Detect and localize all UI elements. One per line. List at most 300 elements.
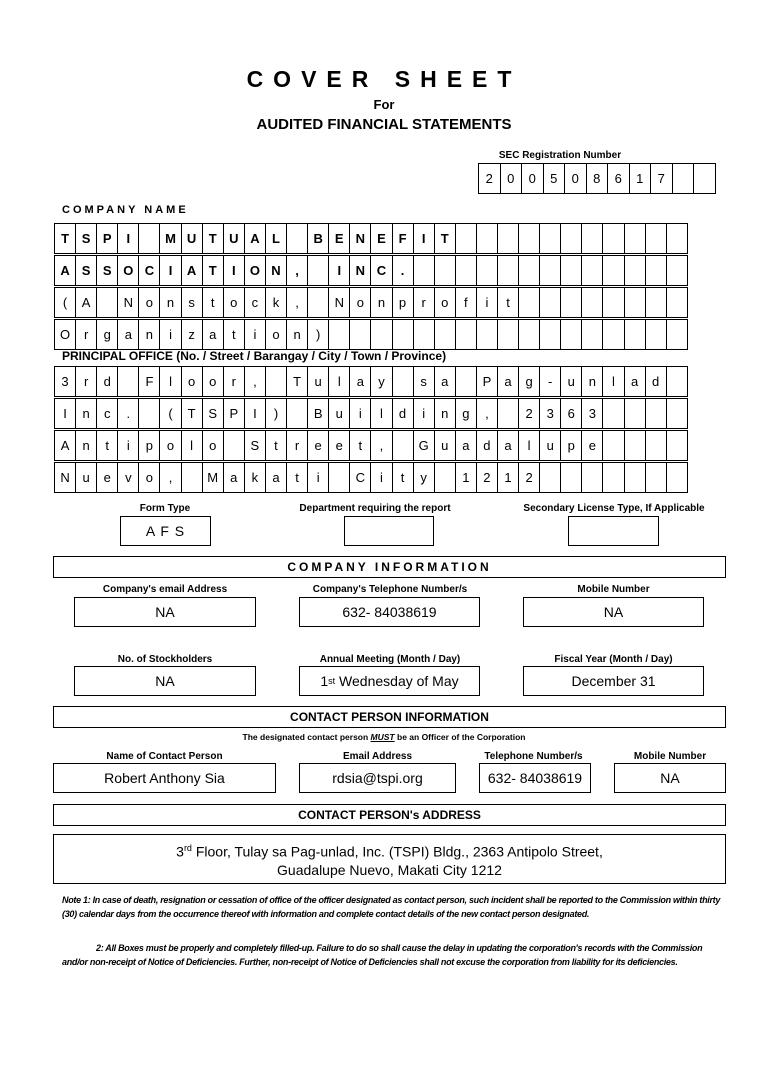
sec-digit-cell[interactable]: 0 (564, 163, 587, 194)
company-name-char-cell[interactable]: I (159, 255, 181, 286)
address-floor-sup: rd (183, 843, 192, 854)
principal-office-char-cell[interactable]: 2 (476, 462, 498, 493)
sec-digit-cell[interactable]: 6 (607, 163, 630, 194)
company-name-char-cell[interactable] (434, 255, 456, 286)
company-name-char-cell[interactable]: o (223, 287, 245, 318)
company-name-char-cell[interactable]: i (244, 319, 266, 350)
principal-office-char-cell[interactable]: u (75, 462, 97, 493)
principal-office-char-cell[interactable]: 6 (560, 398, 582, 429)
principal-office-char-cell[interactable]: a (497, 430, 519, 461)
principal-office-char-cell[interactable]: t (265, 430, 287, 461)
contact-name-value[interactable]: Robert Anthony Sia (53, 763, 276, 793)
principal-office-char-cell[interactable]: n (75, 398, 97, 429)
principal-office-char-cell[interactable]: 1 (497, 462, 519, 493)
secondary-license-value[interactable] (568, 516, 659, 546)
company-name-char-cell[interactable]: o (349, 287, 371, 318)
company-name-char-cell[interactable] (349, 319, 371, 350)
company-name-char-cell[interactable] (476, 255, 498, 286)
company-name-char-cell[interactable]: P (96, 223, 118, 254)
company-name-char-cell[interactable]: i (476, 287, 498, 318)
contact-email-label: Email Address (342, 751, 413, 762)
company-name-char-cell[interactable] (307, 255, 329, 286)
principal-office-char-cell[interactable]: o (159, 430, 181, 461)
company-name-char-cell[interactable] (497, 255, 519, 286)
sec-digit-cell[interactable]: 0 (500, 163, 523, 194)
principal-office-char-cell[interactable]: ( (159, 398, 181, 429)
sec-digit-cell[interactable]: 0 (521, 163, 544, 194)
company-name-char-cell[interactable] (560, 319, 582, 350)
principal-office-char-cell[interactable]: l (370, 398, 392, 429)
principal-office-char-cell[interactable] (624, 398, 646, 429)
principal-office-char-cell[interactable]: a (349, 366, 371, 397)
company-name-char-cell[interactable]: A (54, 255, 76, 286)
principal-office-char-cell[interactable]: e (328, 430, 350, 461)
principal-office-char-cell[interactable]: 1 (455, 462, 477, 493)
principal-office-char-cell[interactable]: . (117, 398, 139, 429)
company-name-char-cell[interactable]: , (286, 287, 308, 318)
principal-office-char-cell[interactable]: , (159, 462, 181, 493)
company-name-char-cell[interactable] (96, 287, 118, 318)
company-name-char-cell[interactable] (581, 287, 603, 318)
note-1: Note 1: In case of death, resignation or cessation of office of the officer designated as contact person, such incident shall be reported to the Commission within thirty (30) calendar days from the occurrence thereof with information and complete contact details of the new contact person designated. (62, 895, 721, 919)
principal-office-char-cell[interactable]: t (392, 462, 414, 493)
company-info-header: COMPANY INFORMATION (53, 556, 726, 578)
principal-office-char-cell[interactable]: d (392, 398, 414, 429)
principal-office-char-cell[interactable]: a (265, 462, 287, 493)
principal-office-char-cell[interactable]: 2 (518, 398, 540, 429)
company-name-char-cell[interactable] (560, 223, 582, 254)
page-subtitle: AUDITED FINANCIAL STATEMENTS (256, 116, 512, 133)
company-name-char-cell[interactable]: T (54, 223, 76, 254)
company-name-char-cell[interactable] (581, 223, 603, 254)
company-name-char-cell[interactable] (497, 319, 519, 350)
principal-office-char-cell[interactable] (138, 398, 160, 429)
company-name-char-cell[interactable]: o (265, 319, 287, 350)
principal-office-char-cell[interactable]: F (138, 366, 160, 397)
company-name-char-cell[interactable]: n (159, 287, 181, 318)
principal-office-char-cell[interactable] (581, 462, 603, 493)
company-name-char-cell[interactable] (539, 255, 561, 286)
contact-address-box[interactable] (53, 834, 726, 884)
principal-office-char-cell[interactable]: S (244, 430, 266, 461)
principal-office-char-cell[interactable]: s (413, 366, 435, 397)
principal-office-char-cell[interactable] (497, 398, 519, 429)
company-name-char-cell[interactable] (624, 255, 646, 286)
principal-office-char-cell[interactable]: , (476, 398, 498, 429)
contact-mobile-label: Mobile Number (633, 751, 707, 762)
fiscal-year-value[interactable]: December 31 (523, 666, 704, 696)
principal-office-char-cell[interactable] (666, 462, 688, 493)
company-name-char-cell[interactable] (645, 287, 667, 318)
company-name-char-cell[interactable] (518, 255, 540, 286)
principal-office-char-cell[interactable]: l (518, 430, 540, 461)
company-name-char-cell[interactable]: T (202, 223, 224, 254)
principal-office-char-cell[interactable]: ) (265, 398, 287, 429)
contact-name-label: Name of Contact Person (106, 751, 223, 762)
principal-office-char-cell[interactable] (602, 462, 624, 493)
company-name-char-cell[interactable] (602, 223, 624, 254)
company-name-char-cell[interactable]: ) (307, 319, 329, 350)
company-name-char-cell[interactable]: A (244, 223, 266, 254)
company-name-char-cell[interactable] (370, 319, 392, 350)
company-name-char-cell[interactable]: I (117, 223, 139, 254)
principal-office-char-cell[interactable] (117, 366, 139, 397)
designated-pre: The designated contact person (242, 732, 371, 742)
contact-address-line1 (54, 839, 725, 861)
principal-office-char-cell[interactable]: d (645, 366, 667, 397)
company-name-char-cell[interactable]: U (181, 223, 203, 254)
principal-office-char-cell[interactable]: 3 (539, 398, 561, 429)
principal-office-char-cell[interactable]: A (54, 430, 76, 461)
principal-office-char-cell[interactable]: p (138, 430, 160, 461)
principal-office-char-cell[interactable] (265, 366, 287, 397)
principal-office-char-cell[interactable]: l (328, 366, 350, 397)
principal-office-row (54, 430, 688, 461)
company-name-char-cell[interactable] (518, 223, 540, 254)
principal-office-char-cell[interactable]: e (581, 430, 603, 461)
company-name-char-cell[interactable]: M (159, 223, 181, 254)
principal-office-char-cell[interactable]: c (96, 398, 118, 429)
principal-office-char-cell[interactable] (392, 366, 414, 397)
sec-digit-cell[interactable]: 5 (543, 163, 566, 194)
company-name-char-cell[interactable] (307, 287, 329, 318)
company-name-row (54, 319, 688, 350)
principal-office-char-cell[interactable]: i (307, 462, 329, 493)
principal-office-char-cell[interactable] (666, 430, 688, 461)
principal-office-char-cell[interactable]: o (181, 366, 203, 397)
company-name-char-cell[interactable]: . (392, 255, 414, 286)
company-name-char-cell[interactable]: s (181, 287, 203, 318)
contact-mobile-value[interactable]: NA (614, 763, 726, 793)
principal-office-char-cell[interactable]: n (434, 398, 456, 429)
company-name-char-cell[interactable] (581, 319, 603, 350)
company-name-char-cell[interactable]: O (117, 255, 139, 286)
principal-office-char-cell[interactable] (666, 366, 688, 397)
company-name-char-cell[interactable]: I (413, 223, 435, 254)
sec-digit-cell[interactable]: 7 (650, 163, 673, 194)
company-name-char-cell[interactable]: k (265, 287, 287, 318)
company-name-char-cell[interactable]: C (370, 255, 392, 286)
principal-office-char-cell[interactable]: t (286, 462, 308, 493)
company-name-char-cell[interactable]: I (223, 255, 245, 286)
company-name-char-cell[interactable] (138, 223, 160, 254)
principal-office-char-cell[interactable] (286, 398, 308, 429)
principal-office-char-cell[interactable]: , (244, 366, 266, 397)
principal-office-char-cell[interactable]: v (117, 462, 139, 493)
company-name-char-cell[interactable] (624, 287, 646, 318)
principal-office-char-cell[interactable] (539, 462, 561, 493)
company-name-char-cell[interactable]: O (244, 255, 266, 286)
principal-office-char-cell[interactable]: P (223, 398, 245, 429)
contact-address-header: CONTACT PERSON's ADDRESS (53, 804, 726, 826)
form-type-label: Form Type (139, 503, 191, 514)
principal-office-char-cell[interactable] (666, 398, 688, 429)
company-name-char-cell[interactable] (666, 287, 688, 318)
company-name-char-cell[interactable]: S (75, 255, 97, 286)
company-phone-label: Company's Telephone Number/s (312, 584, 468, 595)
principal-office-char-cell[interactable]: - (539, 366, 561, 397)
company-name-char-cell[interactable]: f (455, 287, 477, 318)
principal-office-char-cell[interactable]: t (96, 430, 118, 461)
company-name-char-cell[interactable]: A (75, 287, 97, 318)
company-name-char-cell[interactable]: t (202, 287, 224, 318)
principal-office-char-cell[interactable]: l (181, 430, 203, 461)
principal-office-char-cell[interactable]: o (202, 366, 224, 397)
principal-office-char-cell[interactable]: B (307, 398, 329, 429)
company-name-char-cell[interactable] (624, 223, 646, 254)
principal-office-char-cell[interactable] (645, 398, 667, 429)
company-name-char-cell[interactable]: S (96, 255, 118, 286)
principal-office-char-cell[interactable]: d (476, 430, 498, 461)
company-name-char-cell[interactable]: T (202, 255, 224, 286)
principal-office-char-cell[interactable]: T (181, 398, 203, 429)
sec-digit-cell[interactable]: 8 (586, 163, 609, 194)
principal-office-char-cell[interactable]: n (75, 430, 97, 461)
principal-office-char-cell[interactable]: M (202, 462, 224, 493)
company-name-char-cell[interactable]: n (286, 319, 308, 350)
principal-office-char-cell[interactable]: T (286, 366, 308, 397)
company-name-char-cell[interactable] (434, 319, 456, 350)
company-name-char-cell[interactable]: C (138, 255, 160, 286)
contact-info-header: CONTACT PERSON INFORMATION (53, 706, 726, 728)
company-name-char-cell[interactable]: p (392, 287, 414, 318)
designated-must: MUST (370, 732, 395, 742)
designated-post: be an Officer of the Corporation (394, 732, 526, 742)
principal-office-char-cell[interactable]: g (455, 398, 477, 429)
company-name-char-cell[interactable]: N (349, 223, 371, 254)
principal-office-char-cell[interactable]: l (159, 366, 181, 397)
principal-office-char-cell[interactable]: I (54, 398, 76, 429)
principal-office-char-cell[interactable]: a (624, 366, 646, 397)
company-name-char-cell[interactable]: ( (54, 287, 76, 318)
principal-office-char-cell[interactable]: 3 (581, 398, 603, 429)
company-name-char-cell[interactable]: E (328, 223, 350, 254)
address-floor-number: 3 (176, 843, 184, 860)
company-name-char-cell[interactable] (286, 223, 308, 254)
principal-office-char-cell[interactable]: 3 (54, 366, 76, 397)
principal-office-char-cell[interactable]: N (54, 462, 76, 493)
company-name-char-cell[interactable]: A (181, 255, 203, 286)
company-name-char-cell[interactable] (539, 319, 561, 350)
company-mobile-value[interactable]: NA (523, 597, 704, 627)
contact-phone-label: Telephone Number/s (484, 751, 583, 762)
company-name-char-cell[interactable]: B (307, 223, 329, 254)
company-name-char-cell[interactable] (455, 319, 477, 350)
department-value[interactable] (344, 516, 434, 546)
principal-office-char-cell[interactable]: u (434, 430, 456, 461)
contact-phone-value[interactable]: 632- 84038619 (479, 763, 591, 793)
company-name-char-cell[interactable] (560, 287, 582, 318)
company-name-char-cell[interactable] (602, 287, 624, 318)
company-name-char-cell[interactable]: r (75, 319, 97, 350)
company-name-char-cell[interactable]: S (75, 223, 97, 254)
company-name-char-cell[interactable] (328, 319, 350, 350)
company-name-char-cell[interactable]: N (117, 287, 139, 318)
principal-office-char-cell[interactable] (223, 430, 245, 461)
company-name-char-cell[interactable]: a (117, 319, 139, 350)
company-name-char-cell[interactable]: , (286, 255, 308, 286)
company-name-char-cell[interactable]: a (202, 319, 224, 350)
principal-office-char-cell[interactable]: y (413, 462, 435, 493)
sec-registration-label: SEC Registration Number (498, 150, 622, 161)
company-name-char-cell[interactable]: N (349, 255, 371, 286)
principal-office-char-cell[interactable]: u (307, 366, 329, 397)
company-name-char-cell[interactable]: I (328, 255, 350, 286)
principal-office-char-cell[interactable]: a (455, 430, 477, 461)
principal-office-char-cell[interactable]: a (497, 366, 519, 397)
principal-office-char-cell[interactable]: y (370, 366, 392, 397)
principal-office-char-cell[interactable]: o (138, 462, 160, 493)
contact-address-line2: Guadalupe Nuevo, Makati City 1212 (277, 861, 502, 878)
company-name-char-cell[interactable]: L (265, 223, 287, 254)
company-name-char-cell[interactable]: O (54, 319, 76, 350)
company-name-char-cell[interactable] (602, 255, 624, 286)
principal-office-char-cell[interactable] (455, 366, 477, 397)
principal-office-char-cell[interactable]: t (349, 430, 371, 461)
company-name-char-cell[interactable]: i (159, 319, 181, 350)
company-name-char-cell[interactable]: N (265, 255, 287, 286)
principal-office-char-cell[interactable]: , (370, 430, 392, 461)
principal-office-char-cell[interactable] (624, 430, 646, 461)
company-email-value[interactable]: NA (74, 597, 256, 627)
company-name-char-cell[interactable] (413, 319, 435, 350)
company-phone-value[interactable]: 632- 84038619 (299, 597, 480, 627)
principal-office-char-cell[interactable] (181, 462, 203, 493)
annual-meeting-rest: Wednesday of May (335, 673, 459, 689)
sec-digit-cell[interactable] (672, 163, 695, 194)
note-2: 2: All Boxes must be properly and completely filled-up. Failure to do so shall cause the delay in updating the corporation's records with the Commission and/or non-receipt of Notice of Deficiencies. Further, non-receipt of Notice of Deficiencies shall not excuse the corporation from liability for its deficiencies. (62, 943, 703, 967)
principal-office-char-cell[interactable]: e (307, 430, 329, 461)
principal-office-char-cell[interactable]: k (244, 462, 266, 493)
company-email-label: Company's email Address (102, 584, 228, 595)
company-name-char-cell[interactable]: E (370, 223, 392, 254)
annual-meeting-sup: st (328, 676, 336, 686)
principal-office-char-cell[interactable]: a (434, 366, 456, 397)
company-name-char-cell[interactable]: o (138, 287, 160, 318)
principal-office-char-cell[interactable]: p (560, 430, 582, 461)
company-name-char-cell[interactable] (539, 223, 561, 254)
principal-office-char-cell[interactable] (602, 430, 624, 461)
company-name-char-cell[interactable] (455, 255, 477, 286)
principal-office-char-cell[interactable]: i (349, 398, 371, 429)
principal-office-char-cell[interactable]: r (75, 366, 97, 397)
company-name-char-cell[interactable]: t (223, 319, 245, 350)
principal-office-char-cell[interactable]: P (476, 366, 498, 397)
principal-office-char-cell[interactable]: u (560, 366, 582, 397)
company-name-char-cell[interactable]: F (392, 223, 414, 254)
principal-office-char-cell[interactable]: r (286, 430, 308, 461)
company-name-char-cell[interactable]: o (434, 287, 456, 318)
page-for: For (373, 97, 395, 112)
principal-office-char-cell[interactable]: l (602, 366, 624, 397)
principal-office-char-cell[interactable]: g (518, 366, 540, 397)
company-name-char-cell[interactable] (581, 255, 603, 286)
principal-office-char-cell[interactable] (434, 462, 456, 493)
company-name-char-cell[interactable]: N (328, 287, 350, 318)
principal-office-char-cell[interactable] (328, 462, 350, 493)
company-name-char-cell[interactable] (666, 319, 688, 350)
secondary-license-label: Secondary License Type, If Applicable (523, 503, 705, 514)
sec-digit-cell[interactable]: 2 (478, 163, 501, 194)
sec-digit-cell[interactable]: 1 (629, 163, 652, 194)
principal-office-char-cell[interactable] (645, 462, 667, 493)
principal-office-char-cell[interactable]: 2 (518, 462, 540, 493)
company-name-char-cell[interactable]: n (370, 287, 392, 318)
principal-office-char-cell[interactable]: d (96, 366, 118, 397)
principal-office-char-cell[interactable]: S (202, 398, 224, 429)
company-name-char-cell[interactable] (476, 319, 498, 350)
company-name-char-cell[interactable] (497, 223, 519, 254)
principal-office-char-cell[interactable]: u (328, 398, 350, 429)
company-name-char-cell[interactable] (602, 319, 624, 350)
company-name-char-cell[interactable]: T (434, 223, 456, 254)
company-name-char-cell[interactable]: n (138, 319, 160, 350)
company-name-char-cell[interactable] (518, 319, 540, 350)
sec-digit-cell[interactable] (693, 163, 716, 194)
principal-office-char-cell[interactable]: i (413, 398, 435, 429)
company-name-char-cell[interactable] (518, 287, 540, 318)
principal-office-char-cell[interactable] (624, 462, 646, 493)
stockholders-value[interactable]: NA (74, 666, 256, 696)
company-name-char-cell[interactable] (645, 223, 667, 254)
principal-office-char-cell[interactable]: I (244, 398, 266, 429)
principal-office-char-cell[interactable] (560, 462, 582, 493)
principal-office-char-cell[interactable] (602, 398, 624, 429)
company-name-char-cell[interactable]: z (181, 319, 203, 350)
department-label: Department requiring the report (299, 503, 451, 514)
principal-office-char-cell[interactable]: a (223, 462, 245, 493)
principal-office-char-cell[interactable]: n (581, 366, 603, 397)
company-name-char-cell[interactable] (645, 319, 667, 350)
page-title: COVER SHEET (246, 66, 522, 92)
company-name-char-cell[interactable]: U (223, 223, 245, 254)
company-name-char-cell[interactable] (455, 223, 477, 254)
company-name-char-cell[interactable] (476, 223, 498, 254)
company-name-char-cell[interactable] (666, 255, 688, 286)
principal-office-char-cell[interactable]: G (413, 430, 435, 461)
annual-meeting-ordinal: 1 (320, 673, 329, 689)
form-type-value[interactable]: A F S (120, 516, 211, 546)
principal-office-char-cell[interactable]: C (349, 462, 371, 493)
principal-office-row (54, 462, 688, 493)
sec-registration-grid (478, 163, 716, 194)
principal-office-char-cell[interactable]: r (223, 366, 245, 397)
company-name-char-cell[interactable]: r (413, 287, 435, 318)
company-name-char-cell[interactable] (539, 287, 561, 318)
company-name-char-cell[interactable] (645, 255, 667, 286)
company-name-char-cell[interactable] (392, 319, 414, 350)
principal-office-char-cell[interactable]: u (539, 430, 561, 461)
company-name-char-cell[interactable] (413, 255, 435, 286)
company-name-char-cell[interactable] (666, 223, 688, 254)
company-name-char-cell[interactable]: t (497, 287, 519, 318)
contact-email-value[interactable]: rdsia@tspi.org (299, 763, 456, 793)
company-name-label: COMPANY NAME (62, 204, 189, 216)
principal-office-char-cell[interactable]: i (117, 430, 139, 461)
principal-office-char-cell[interactable]: o (202, 430, 224, 461)
company-name-char-cell[interactable]: g (96, 319, 118, 350)
company-name-row (54, 223, 688, 254)
annual-meeting-value[interactable] (299, 666, 480, 696)
principal-office-char-cell[interactable]: e (96, 462, 118, 493)
principal-office-char-cell[interactable] (392, 430, 414, 461)
principal-office-char-cell[interactable]: i (370, 462, 392, 493)
company-name-char-cell[interactable] (560, 255, 582, 286)
company-name-char-cell[interactable] (624, 319, 646, 350)
company-name-char-cell[interactable]: c (244, 287, 266, 318)
designated-note (0, 732, 768, 742)
principal-office-char-cell[interactable] (645, 430, 667, 461)
